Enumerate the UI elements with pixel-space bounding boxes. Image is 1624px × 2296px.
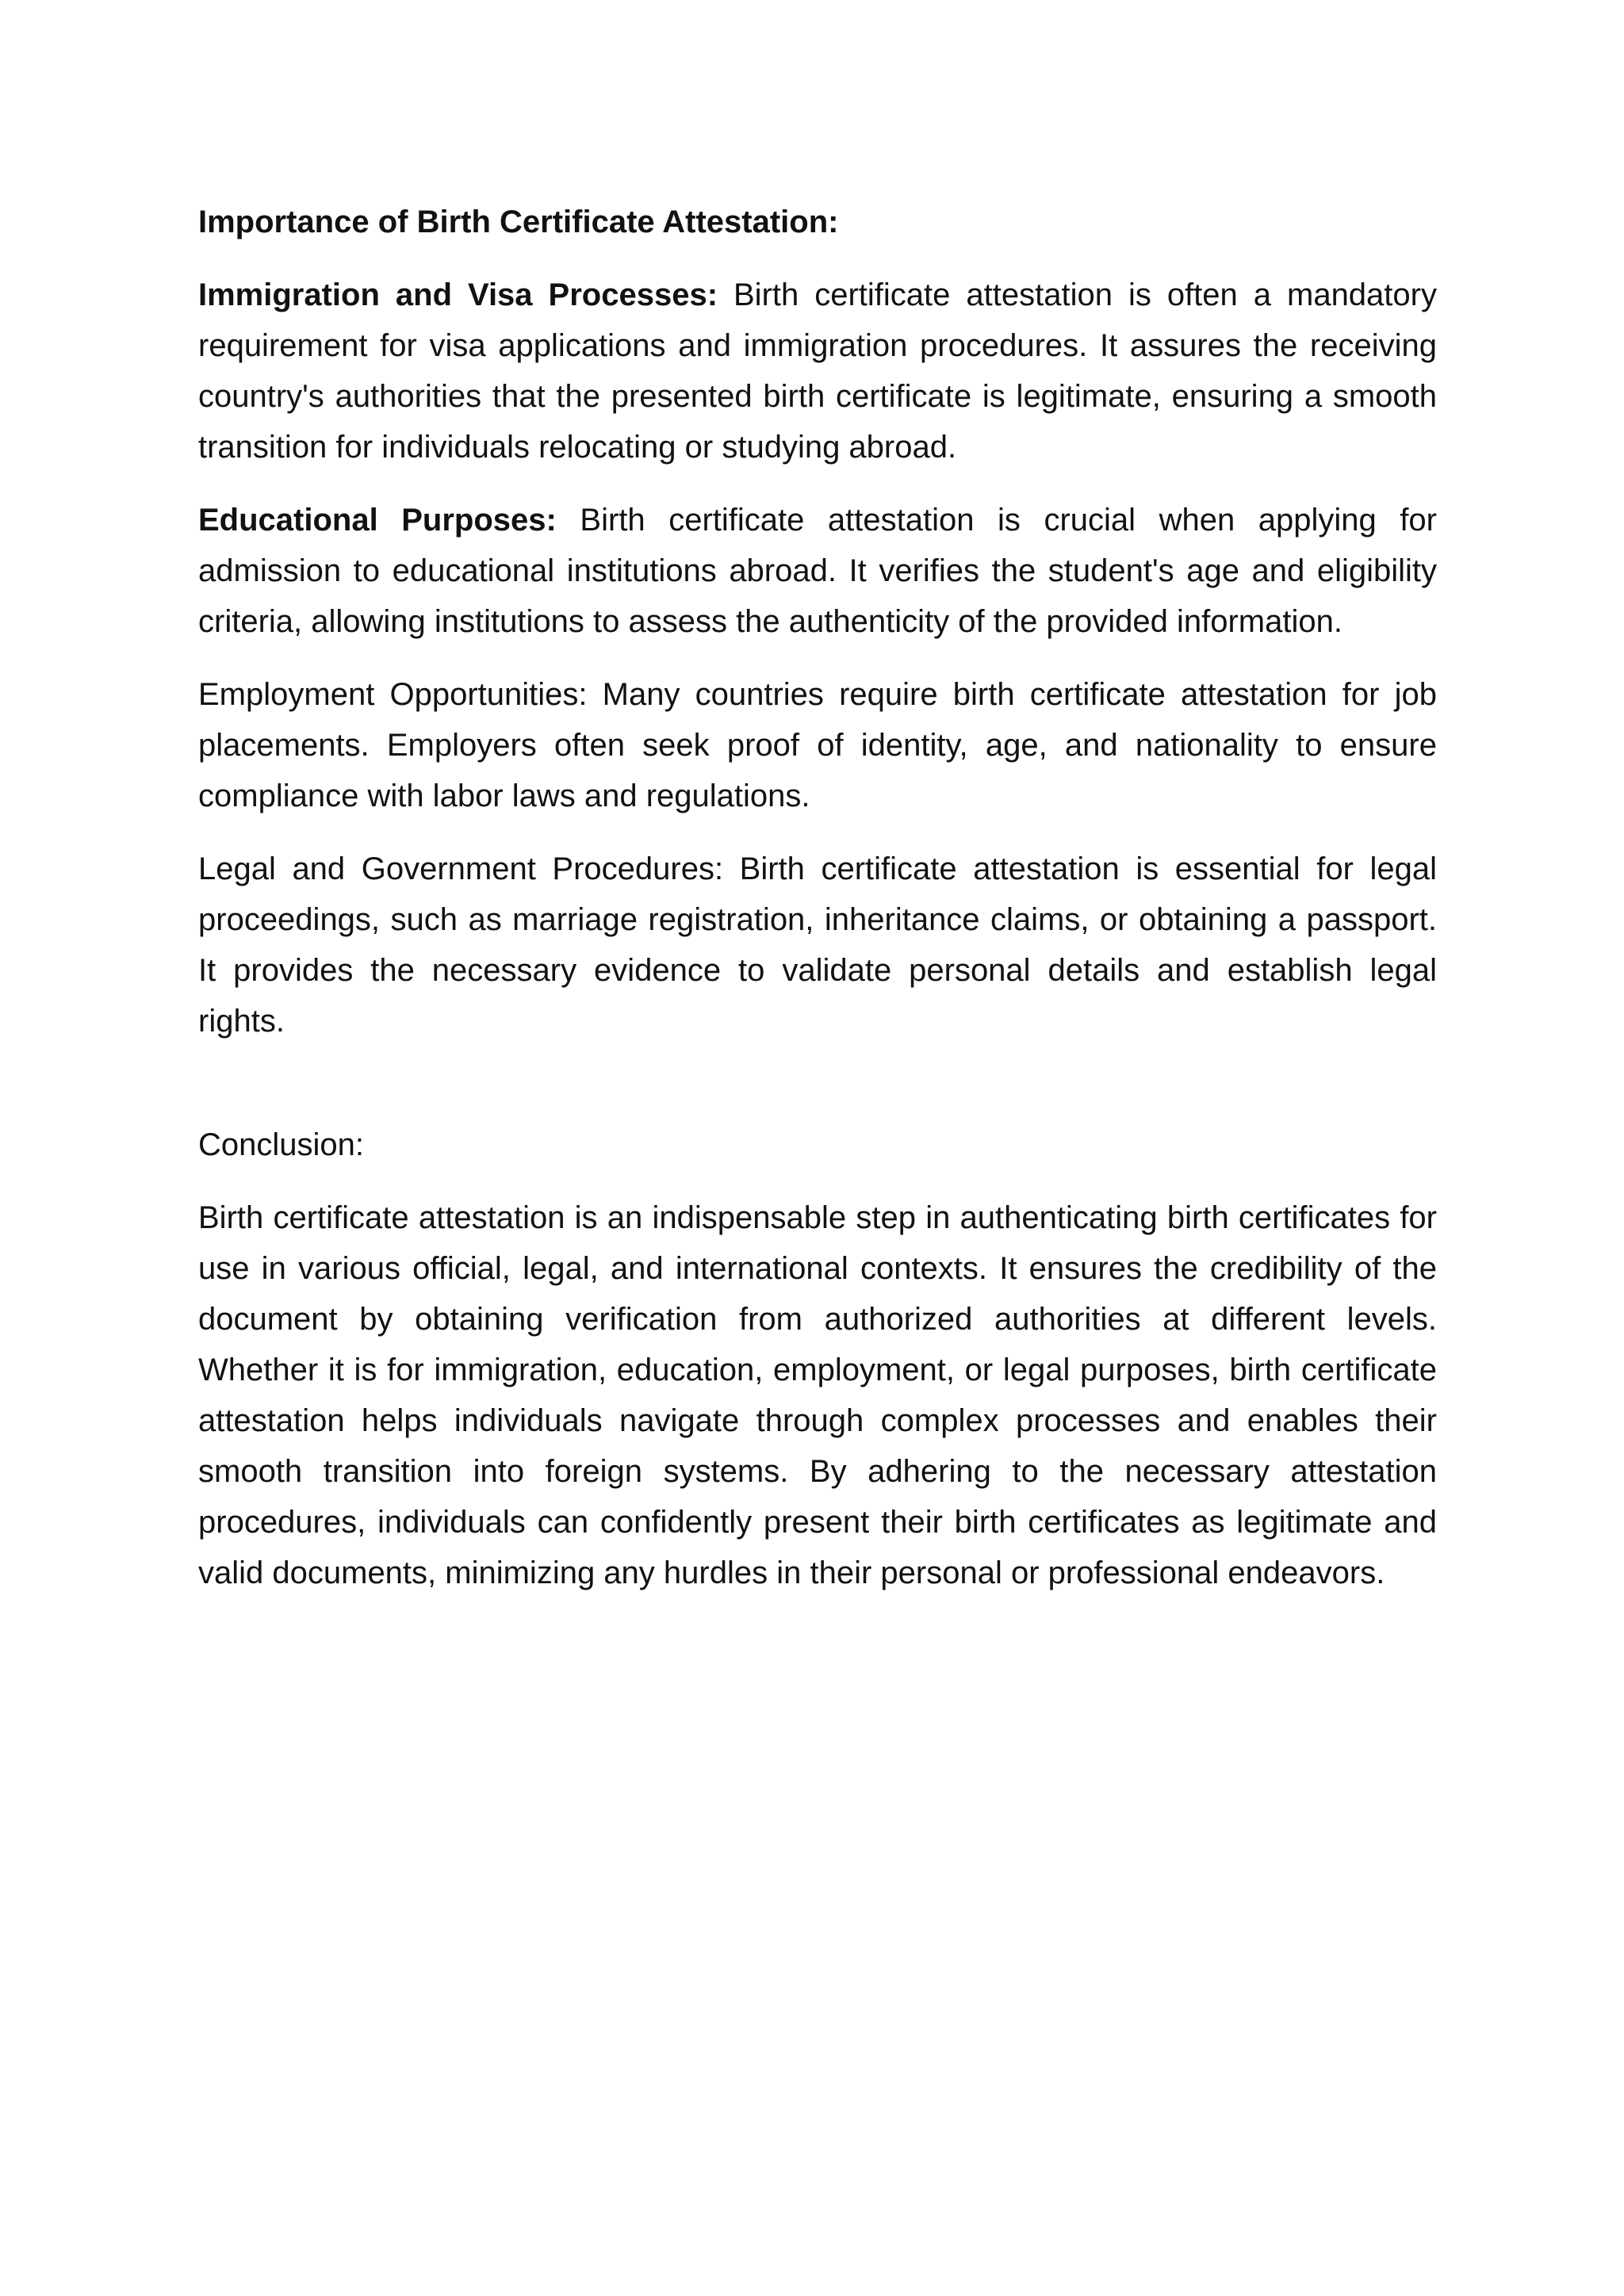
conclusion-heading: Conclusion:	[198, 1127, 365, 1162]
conclusion-paragraph: Birth certificate attestation is an indispensable step in authenticating birth certificates for use in various official, legal, and international contexts. It ensures the credibility of the document by obtaining verification from authorized authorities at different levels. Whether it is for immigration, education, employment, or legal purposes, birth certificate attestation helps individuals navigate through complex processes and enables their smooth transition into foreign systems. By adhering to the necessary attestation procedures, individuals can confidently present their birth certificates as legitimate and valid documents, minimizing any hurdles in their personal or professional endeavors.	[198, 1200, 1437, 1590]
paragraph-body: Birth certificate attestation is crucial when applying for admission to educational institutions abroad. It verifies the student's age and eligibility criteria, allowing institutions to assess the authenticity of the provided information.	[198, 503, 1437, 639]
paragraph-legal: Legal and Government Procedures: Birth certificate attestation is essential for legal proceedings, such as marriage registration, inheritance claims, or obtaining a passport. It provides the necessary evidence to validate personal details and establish legal rights.	[198, 851, 1437, 1039]
document-page	[198, 197, 1437, 1621]
paragraph-lead: Immigration and Visa Processes:	[198, 277, 718, 312]
blank-line	[198, 1069, 1437, 1119]
paragraph-lead: Educational Purposes:	[198, 503, 557, 538]
paragraph-education	[198, 495, 1437, 647]
paragraph-employment: Employment Opportunities: Many countries require birth certificate attestation for job placements. Employers often seek proof of identity, age, and nationality to ensure compliance with labor laws and regulations.	[198, 677, 1437, 813]
paragraph-body: Birth certificate attestation is often a mandatory requirement for visa applications and immigration procedures. It assures the receiving country's authorities that the presented birth certificate is legitimate, ensuring a smooth transition for individuals relocating or studying abroad.	[198, 277, 1437, 465]
paragraph-immigration	[198, 270, 1437, 473]
section-heading: Importance of Birth Certificate Attestation:	[198, 205, 839, 239]
